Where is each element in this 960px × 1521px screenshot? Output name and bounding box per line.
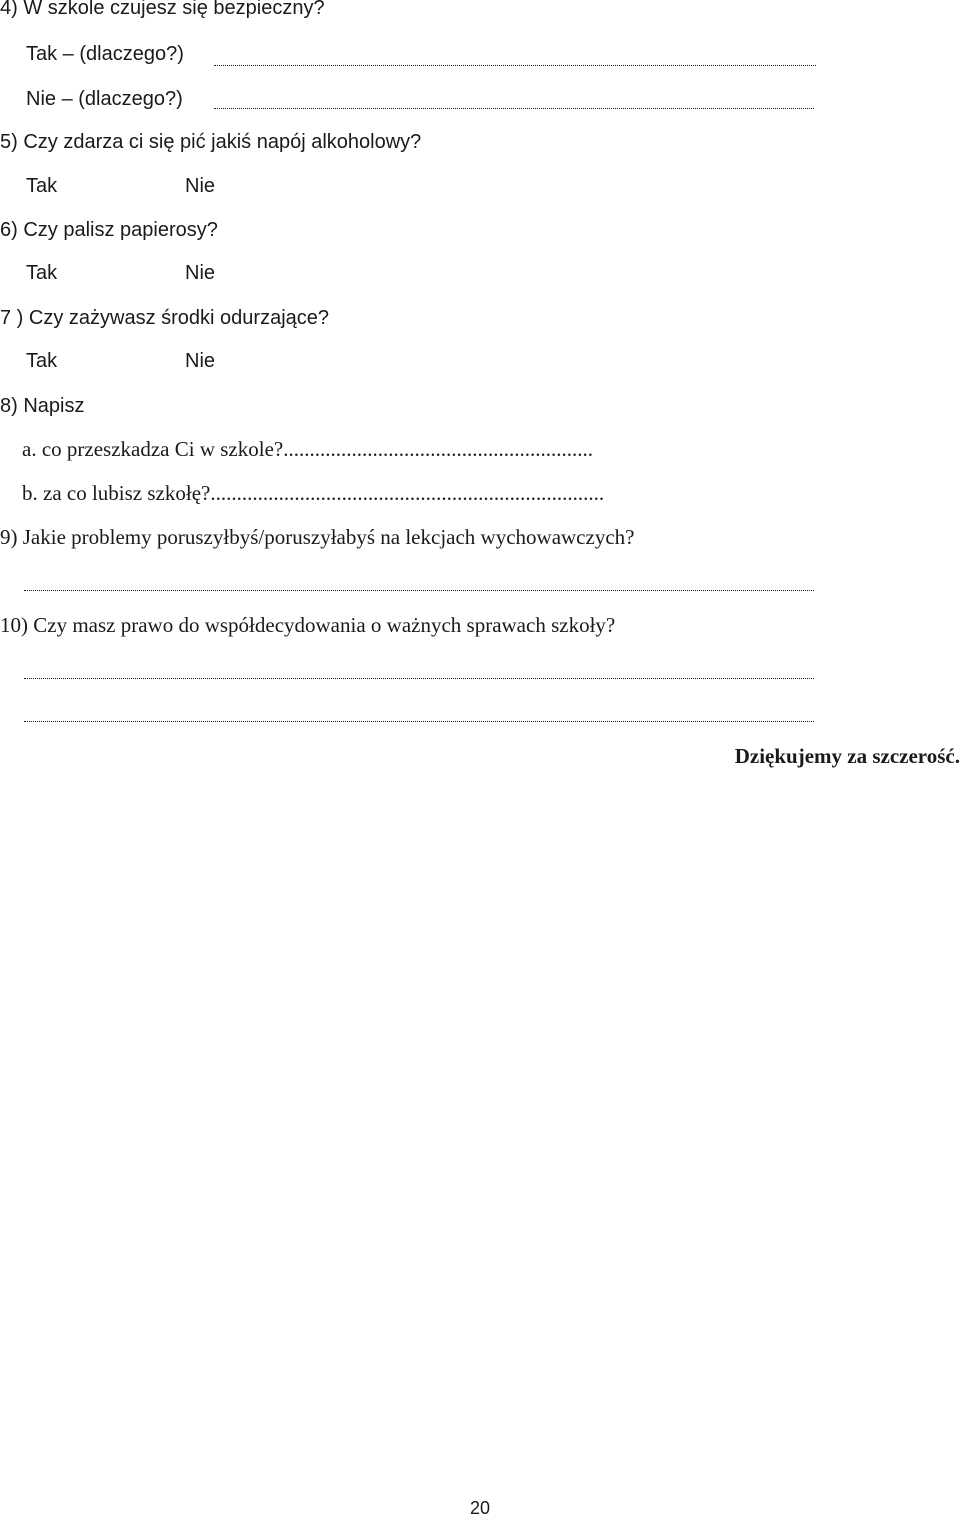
question-10: 10) Czy masz prawo do współdecydowania o ważnych sprawach szkoły? bbox=[0, 613, 616, 637]
question-5: 5) Czy zdarza ci się pić jakiś napój alkoholowy? bbox=[0, 131, 422, 153]
thanks-note: Dziękujemy za szczerość. bbox=[734, 744, 960, 768]
question-6-yes-option[interactable]: Tak bbox=[26, 262, 58, 284]
question-7: 7 ) Czy zażywasz środki odurzające? bbox=[0, 307, 330, 329]
question-6-no-option[interactable]: Nie bbox=[185, 262, 216, 284]
page-number: 20 bbox=[469, 1498, 491, 1518]
question-9: 9) Jakie problemy poruszyłbyś/poruszyłabyś na lekcjach wychowawczych? bbox=[0, 525, 635, 549]
answer-line-4-no[interactable] bbox=[214, 107, 814, 109]
question-4: 4) W szkole czujesz się bezpieczny? bbox=[0, 0, 325, 19]
question-4-yes-option[interactable]: Tak – (dlaczego?) bbox=[26, 43, 184, 65]
question-8b[interactable]: b. za co lubisz szkołę?........................................................................... bbox=[22, 481, 605, 505]
answer-line-9[interactable] bbox=[24, 589, 814, 591]
question-7-no-option[interactable]: Nie bbox=[185, 350, 216, 372]
question-8a[interactable]: a. co przeszkadza Ci w szkole?........................................................... bbox=[22, 437, 593, 461]
question-4-no-option[interactable]: Nie – (dlaczego?) bbox=[26, 88, 183, 110]
answer-line-10-1[interactable] bbox=[24, 677, 814, 679]
question-6: 6) Czy palisz papierosy? bbox=[0, 219, 218, 241]
question-8: 8) Napisz bbox=[0, 395, 85, 417]
question-5-yes-option[interactable]: Tak bbox=[26, 175, 58, 197]
answer-line-10-2[interactable] bbox=[24, 720, 814, 722]
question-7-yes-option[interactable]: Tak bbox=[26, 350, 58, 372]
answer-line-4-yes[interactable] bbox=[214, 64, 816, 66]
question-5-no-option[interactable]: Nie bbox=[185, 175, 216, 197]
